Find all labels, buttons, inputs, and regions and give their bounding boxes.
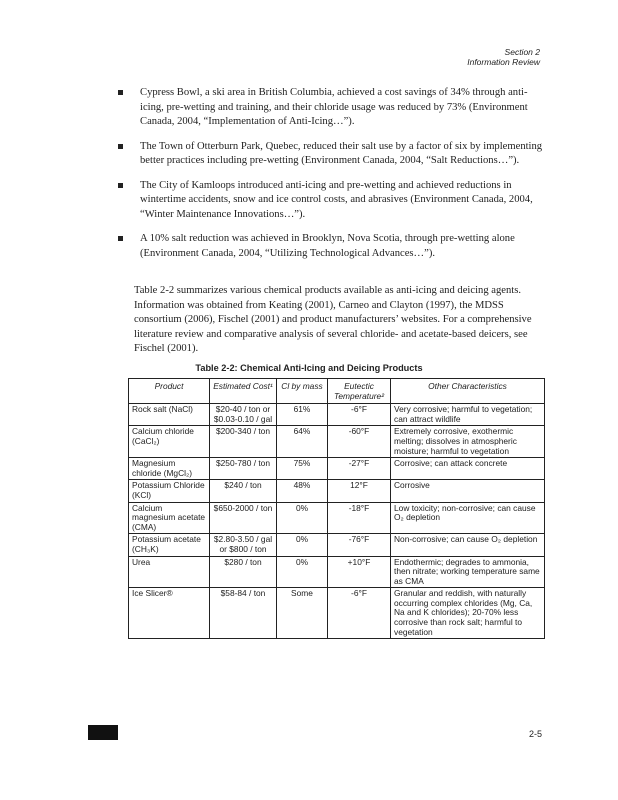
list-item: A 10% salt reduction was achieved in Brooklyn, Nova Scotia, through pre-wetting alone (Environment Canada, 2004, “Utilizing Technological Advances…”). bbox=[118, 232, 548, 261]
cell-characteristics: Corrosive; can attack concrete bbox=[391, 458, 545, 480]
cell-characteristics: Very corrosive; harmful to vegetation; can attract wildlife bbox=[391, 404, 545, 426]
cell-cl: 0% bbox=[277, 556, 328, 588]
cell-product: Urea bbox=[129, 556, 210, 588]
cell-characteristics: Granular and reddish, with naturally occurring complex chlorides (Mg, Ca, Na and K chlorides); 20-70% less corrosive than rock salt; harmful to vegetation bbox=[391, 588, 545, 639]
header-cost: Estimated Cost¹ bbox=[210, 379, 277, 404]
cell-product: Magnesium chloride (MgCl₂) bbox=[129, 458, 210, 480]
cell-characteristics: Corrosive bbox=[391, 480, 545, 502]
products-table bbox=[128, 378, 545, 639]
cell-cost: $250-780 / ton bbox=[210, 458, 277, 480]
cell-characteristics: Low toxicity; non-corrosive; can cause O₂ depletion bbox=[391, 502, 545, 534]
cell-cost: $240 / ton bbox=[210, 480, 277, 502]
cell-cl: 0% bbox=[277, 534, 328, 556]
cell-cl: 75% bbox=[277, 458, 328, 480]
cell-characteristics: Non-corrosive; can cause O₂ depletion bbox=[391, 534, 545, 556]
table-row bbox=[129, 588, 545, 639]
cell-eutectic: -27°F bbox=[328, 458, 391, 480]
header-eutectic: Eutectic Temperature² bbox=[328, 379, 391, 404]
table-row bbox=[129, 404, 545, 426]
cell-eutectic: -6°F bbox=[328, 588, 391, 639]
bullet-square-icon bbox=[118, 236, 123, 241]
footer-logo-bar bbox=[88, 725, 118, 740]
table-header-row bbox=[129, 379, 545, 404]
table-row bbox=[129, 534, 545, 556]
list-item: Cypress Bowl, a ski area in British Columbia, achieved a cost savings of 34% through anti-icing, pre-wetting and training, and their chloride usage was reduced by 73% (Environment Canada, 2004, “Implementation of Anti-Icing…”). bbox=[118, 86, 548, 130]
cell-product: Potassium acetate (CH₃K) bbox=[129, 534, 210, 556]
cell-cl: 64% bbox=[277, 426, 328, 458]
table-row bbox=[129, 480, 545, 502]
bullet-list bbox=[118, 86, 548, 271]
cell-eutectic: +10°F bbox=[328, 556, 391, 588]
cell-product: Rock salt (NaCl) bbox=[129, 404, 210, 426]
table-row bbox=[129, 426, 545, 458]
cell-cost: $200-340 / ton bbox=[210, 426, 277, 458]
table-row bbox=[129, 502, 545, 534]
page-header bbox=[467, 47, 540, 67]
cell-cost: $650-2000 / ton bbox=[210, 502, 277, 534]
table-row bbox=[129, 458, 545, 480]
cell-eutectic: -6°F bbox=[328, 404, 391, 426]
page-number: 2-5 bbox=[528, 729, 542, 739]
cell-characteristics: Endothermic; degrades to ammonia, then nitrate; working temperature same as CMA bbox=[391, 556, 545, 588]
cell-cost: $2.80-3.50 / gal or $800 / ton bbox=[210, 534, 277, 556]
section-subtitle: Information Review bbox=[467, 57, 540, 67]
section-label: Section 2 bbox=[504, 47, 540, 57]
bullet-square-icon bbox=[118, 90, 123, 95]
header-cl-mass: Cl by mass bbox=[277, 379, 328, 404]
cell-eutectic: -18°F bbox=[328, 502, 391, 534]
table-row bbox=[129, 556, 545, 588]
cell-product: Ice Slicer® bbox=[129, 588, 210, 639]
bullet-square-icon bbox=[118, 144, 123, 149]
cell-cost: $20-40 / ton or $0.03-0.10 / gal bbox=[210, 404, 277, 426]
bullet-square-icon bbox=[118, 183, 123, 188]
cell-cl: 0% bbox=[277, 502, 328, 534]
header-characteristics: Other Characteristics bbox=[391, 379, 545, 404]
cell-characteristics: Extremely corrosive, exothermic melting; dissolves in atmospheric moisture; harmful to vegetation bbox=[391, 426, 545, 458]
cell-cost: $280 / ton bbox=[210, 556, 277, 588]
cell-eutectic: -60°F bbox=[328, 426, 391, 458]
cell-product: Calcium chloride (CaCl₂) bbox=[129, 426, 210, 458]
header-product: Product bbox=[129, 379, 210, 404]
list-item: The City of Kamloops introduced anti-icing and pre-wetting and achieved reductions in wintertime accidents, snow and ice control costs, and abrasives (Environment Canada, 2004, “Winter Maintenance Innovations…”). bbox=[118, 179, 548, 223]
cell-product: Potassium Chloride (KCl) bbox=[129, 480, 210, 502]
list-item: The Town of Otterburn Park, Quebec, reduced their salt use by a factor of six by implementing better practices including pre-wetting (Environment Canada, 2004, “Salt Reductions…”). bbox=[118, 140, 548, 169]
cell-cl: Some bbox=[277, 588, 328, 639]
cell-cl: 61% bbox=[277, 404, 328, 426]
table-caption: Table 2-2: Chemical Anti-Icing and Deicing Products bbox=[195, 363, 423, 373]
cell-cl: 48% bbox=[277, 480, 328, 502]
cell-eutectic: 12°F bbox=[328, 480, 391, 502]
cell-eutectic: -76°F bbox=[328, 534, 391, 556]
body-paragraph: Table 2-2 summarizes various chemical products available as anti-icing and deicing agents. Information was obtained from Keating (2001), Carneo and Clayton (1997), the MDSS consortium (2006), Fischel (2001) and product manufacturers’ websites. For a comprehensive literature review and comparative analysis of several chloride- and acetate-based deicers, see Fischel (2001). bbox=[134, 285, 532, 355]
cell-product: Calcium magnesium acetate (CMA) bbox=[129, 502, 210, 534]
cell-cost: $58-84 / ton bbox=[210, 588, 277, 639]
